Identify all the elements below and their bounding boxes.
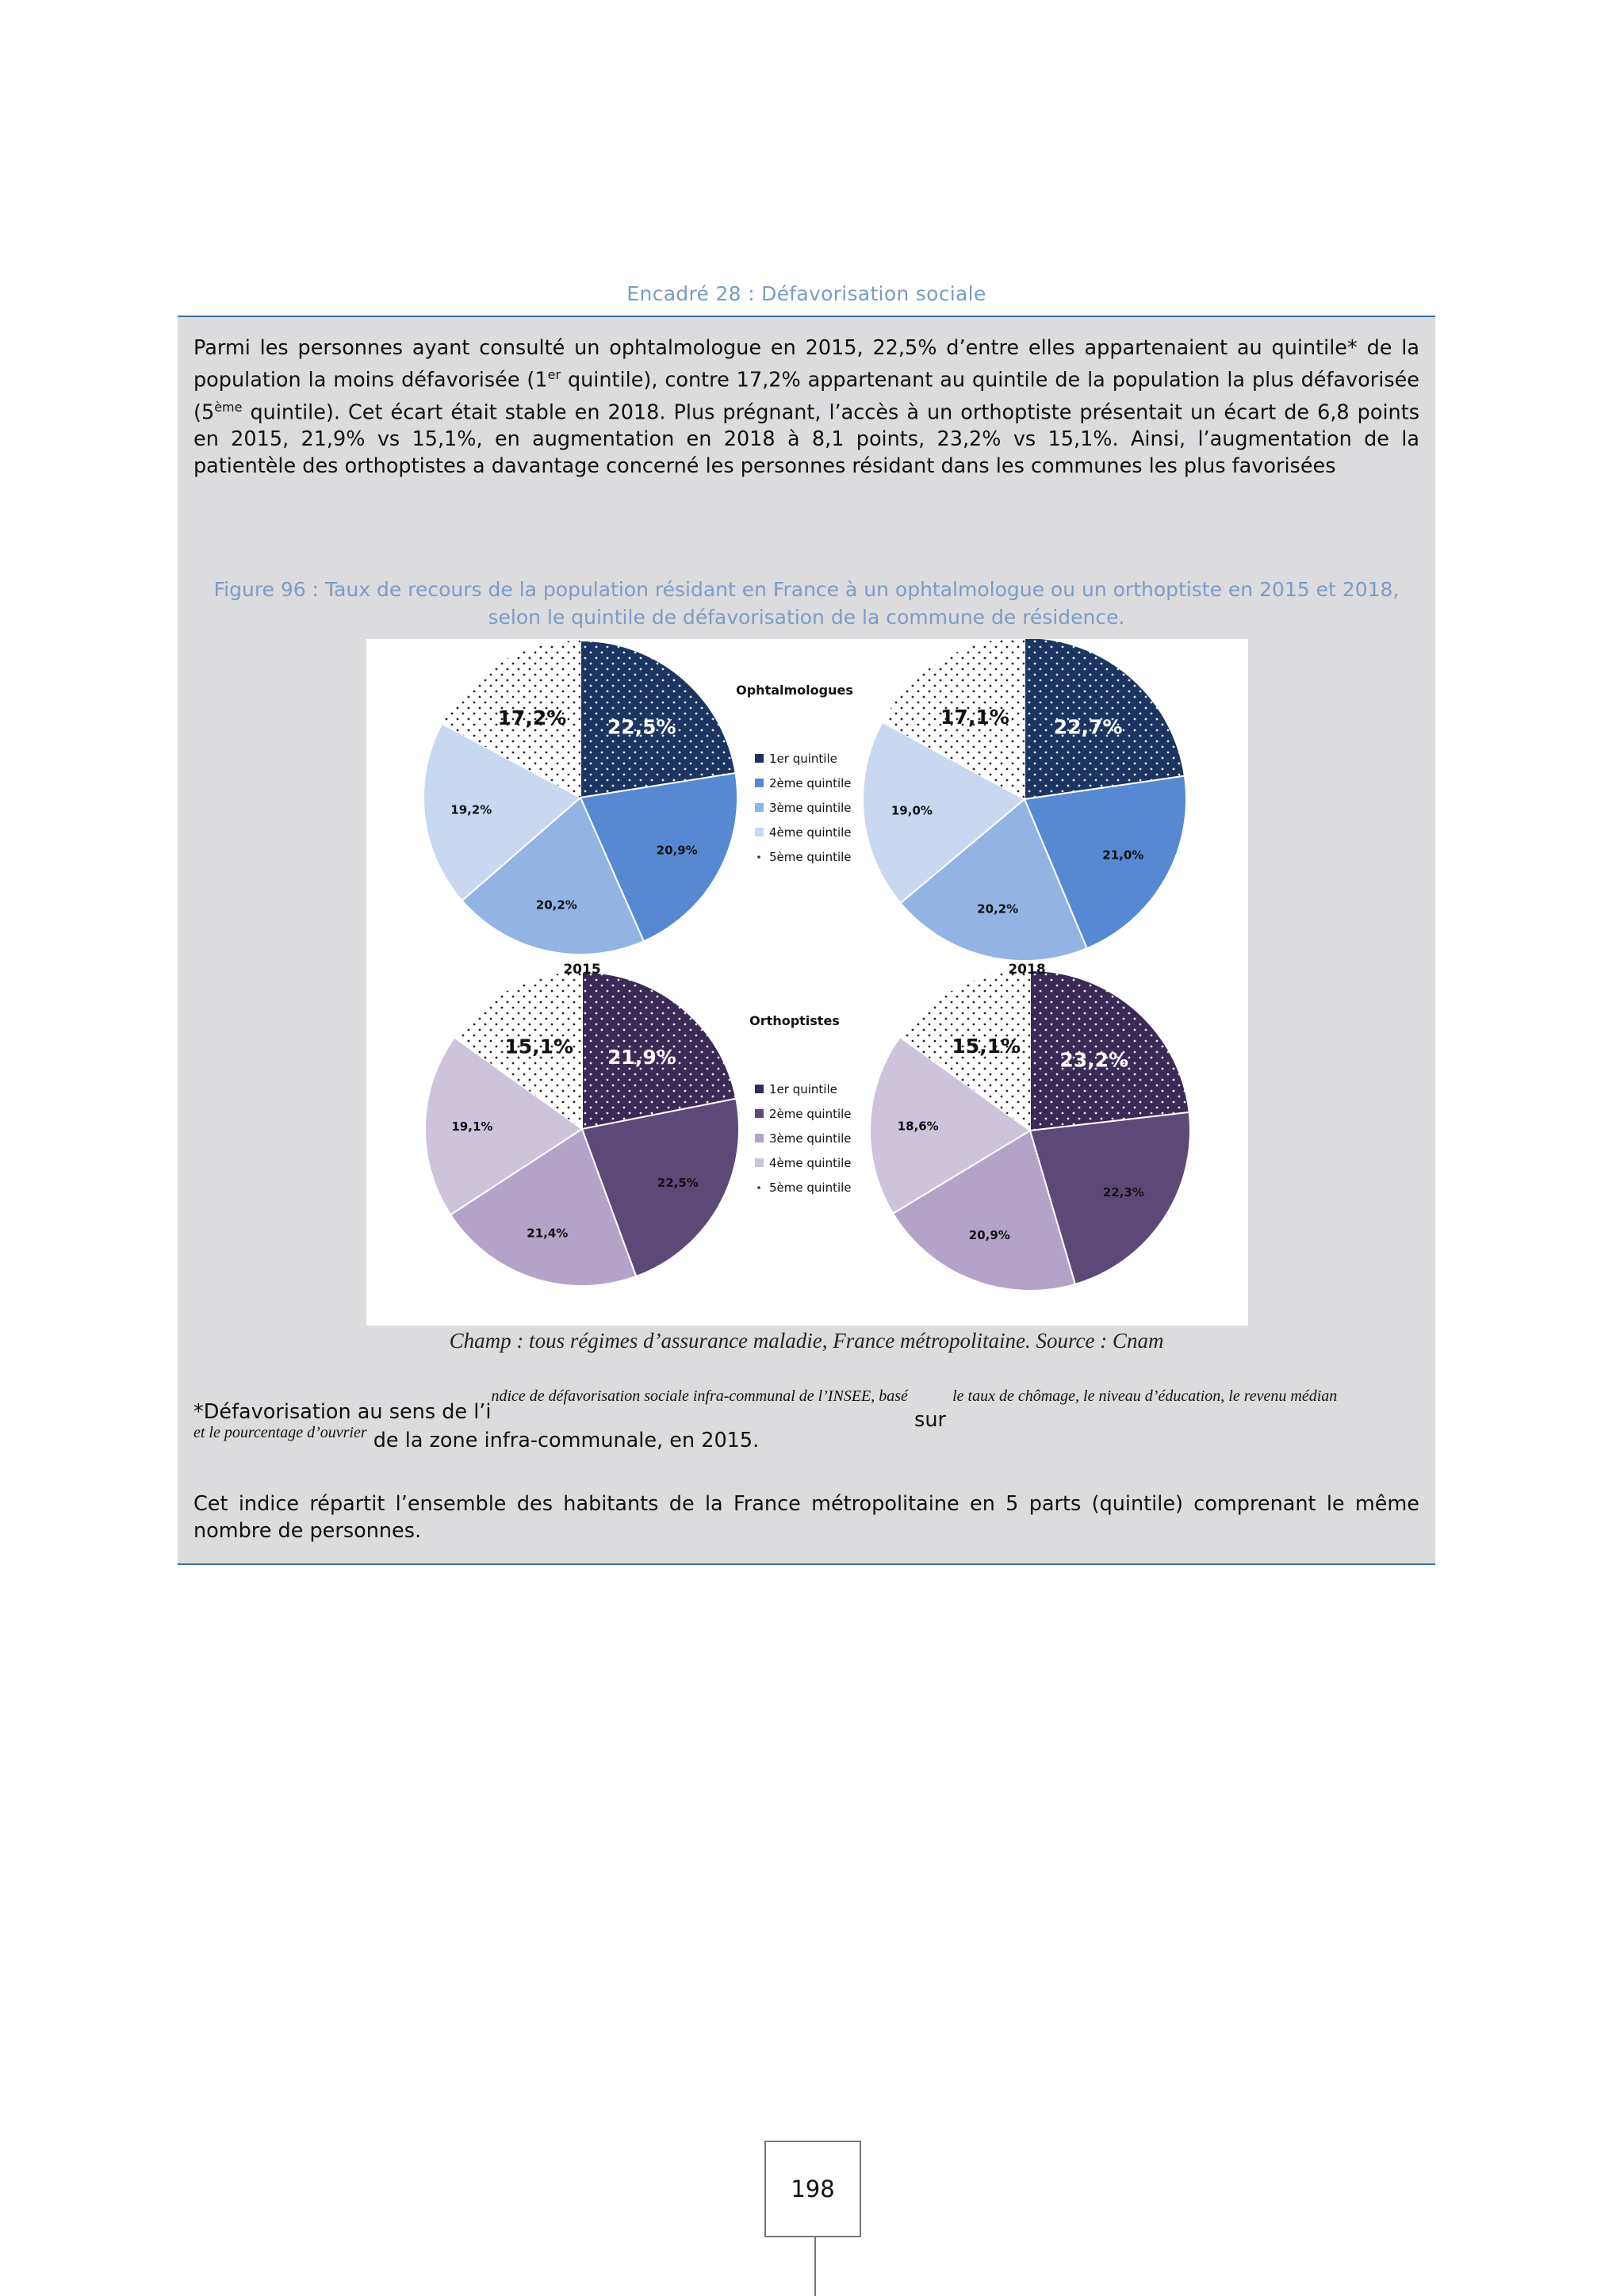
figure-panel — [366, 639, 1248, 1326]
legend-label: 5ème quintile — [769, 1181, 852, 1195]
note-text-b: ndice de défavorisation sociale infra-communal de l’INSEE, basé — [491, 1387, 908, 1405]
pie-data-label: 22,5% — [657, 1175, 699, 1190]
legend-label: 2ème quintile — [769, 1107, 852, 1121]
legend-swatch — [755, 1134, 764, 1142]
encadre-box — [178, 316, 1435, 1565]
footnote — [193, 1387, 1419, 1456]
pie-data-label: 21,9% — [607, 1046, 676, 1070]
intro-sup-2: ème — [214, 399, 243, 415]
figure-caption: Figure 96 : Taux de recours de la population résidant en France à un ophtalmologue ou un orthoptiste en 2015 et 2018, selon le quintile de défavorisation de la commune de résidence. — [213, 578, 1400, 629]
note-text-f: de la zone infra-communale, en 2015. — [373, 1429, 760, 1452]
encadre-title: Encadré 28 : Défavorisation sociale — [626, 282, 986, 305]
pie-chart-orthoptistes-2015 — [425, 972, 739, 1286]
legend-ophtalmologues — [736, 683, 853, 864]
pie-data-label: 20,9% — [656, 843, 698, 858]
note-text-a: *Défavorisation au sens de l’i — [193, 1400, 492, 1424]
pie-data-label: 19,1% — [451, 1119, 493, 1134]
pie-charts-figure — [366, 639, 1248, 1326]
legend-swatch — [755, 803, 764, 812]
pie-data-label: 20,2% — [977, 901, 1019, 916]
pie-data-label: 22,3% — [1102, 1185, 1144, 1200]
legend-title: Ophtalmologues — [736, 683, 853, 698]
legend-swatch — [757, 1186, 760, 1189]
pie-chart-orthoptistes-2018 — [870, 970, 1190, 1291]
intro-text-c: quintile). Cet écart était stable en 2018. Plus prégnant, l’accès à un orthoptiste présentait un écart de 6,8 points en 2015, 21,9% vs 15,1%, en augmentation en 2018 à 8,1 points, 23,2% vs 15,1%. Ainsi, l’augmentation de la patientèle des orthoptistes a davantage concerné les personnes résidant dans les communes les plus favorisées — [193, 400, 1419, 478]
pie-data-label: 19,0% — [891, 803, 933, 818]
pie-chart-ophtalmologues-2018 — [863, 639, 1186, 961]
pie-data-label: 20,2% — [535, 897, 577, 913]
legend-swatch — [755, 754, 764, 763]
legend-label: 4ème quintile — [769, 1156, 852, 1170]
intro-paragraph — [193, 335, 1419, 480]
legend-label: 1er quintile — [769, 1082, 837, 1096]
pie-data-label: 20,9% — [968, 1227, 1010, 1242]
note-text-e: et le pourcentage d’ouvrier — [193, 1424, 367, 1441]
pie-data-label: 22,5% — [607, 715, 676, 739]
pie-data-label: 15,1% — [504, 1035, 574, 1058]
pie-data-label: 19,2% — [450, 802, 492, 817]
legend-swatch — [755, 1109, 764, 1118]
legend-label: 5ème quintile — [769, 850, 852, 864]
pie-data-label: 21,0% — [1102, 848, 1144, 863]
legend-swatch — [755, 1085, 764, 1093]
legend-orthoptistes — [749, 1013, 851, 1195]
intro-sup-1: er — [547, 367, 561, 382]
pie-data-label: 17,2% — [497, 706, 567, 730]
legend-label: 3ème quintile — [769, 801, 852, 815]
legend-swatch — [757, 855, 760, 859]
intro-text-b: quintile), contre 17,2% appartenant au quintile de la population la plus défavorisée (5 — [193, 368, 1419, 424]
legend-swatch — [755, 779, 764, 787]
legend-label: 3ème quintile — [769, 1131, 852, 1146]
intro-text-a: Parmi les personnes ayant consulté un ophtalmologue en 2015, 22,5% d’entre elles appartenaient au quintile* de la population la moins défavorisée (1 — [193, 336, 1419, 392]
note-text-d: le taux de chômage, le niveau d’éducation, le revenu médian — [952, 1387, 1338, 1405]
pie-data-label: 17,1% — [940, 705, 1009, 729]
pie-data-label: 22,7% — [1053, 715, 1123, 739]
page-number: 198 — [764, 2141, 861, 2237]
legend-swatch — [755, 828, 764, 836]
pie-data-label: 23,2% — [1059, 1048, 1129, 1072]
legend-title: Orthoptistes — [749, 1013, 840, 1028]
year-label: 2018 — [1008, 962, 1046, 978]
page-number-line — [814, 2236, 816, 2296]
year-label: 2015 — [563, 962, 601, 978]
closing-paragraph: Cet indice répartit l’ensemble des habitants de la France métropolitaine en 5 parts (quintile) comprenant le même nombre de personnes. — [193, 1492, 1419, 1543]
legend-label: 1er quintile — [769, 752, 837, 766]
pie-data-label: 21,4% — [527, 1226, 569, 1241]
note-text-c: sur — [914, 1408, 946, 1432]
pie-chart-ophtalmologues-2015 — [423, 641, 737, 955]
pie-data-label: 18,6% — [897, 1119, 939, 1134]
legend-label: 2ème quintile — [769, 776, 852, 790]
pie-data-label: 15,1% — [952, 1035, 1021, 1058]
champ-source: Champ : tous régimes d’assurance maladie, France métropolitaine. Source : Cnam — [449, 1329, 1164, 1353]
legend-label: 4ème quintile — [769, 825, 852, 840]
legend-swatch — [755, 1158, 764, 1167]
